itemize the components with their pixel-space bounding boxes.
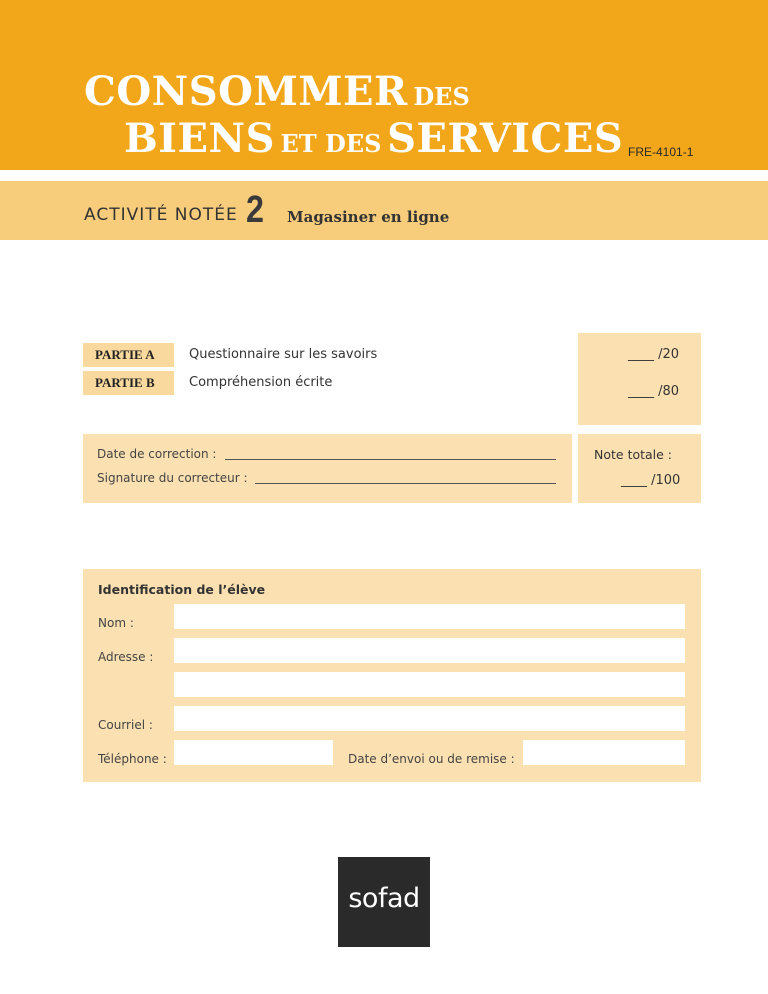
address-field-line1[interactable] [174, 638, 685, 663]
title-word-consommer: CONSOMMER [84, 68, 408, 115]
total-score-value: ____ /100 [621, 473, 681, 488]
name-field[interactable] [174, 604, 685, 629]
total-score-box [578, 434, 701, 503]
part-a-score: ____ /20 [628, 347, 680, 362]
student-identification-title: Identification de l’élève [98, 582, 266, 597]
document-title-line2 [124, 115, 624, 162]
submission-date-label: Date d’envoi ou de remise : [348, 752, 515, 766]
activity-title: Magasiner en ligne [287, 208, 450, 226]
submission-date-field[interactable] [523, 740, 685, 765]
part-b-description: Compréhension écrite [189, 375, 333, 390]
title-word-des: DES [413, 82, 470, 111]
total-score-label: Note totale : [594, 447, 673, 462]
correction-box [83, 434, 572, 503]
correction-date-line[interactable] [225, 459, 556, 460]
part-a-description: Questionnaire sur les savoirs [189, 347, 378, 362]
activity-number: 2 [246, 189, 264, 231]
part-b-tag: PARTIE B [83, 371, 174, 395]
email-label: Courriel : [98, 718, 153, 732]
phone-label: Téléphone : [98, 752, 167, 766]
address-field-line2[interactable] [174, 672, 685, 697]
address-label: Adresse : [98, 650, 154, 664]
title-word-services: SERVICES [387, 115, 624, 162]
title-word-et-des: ET DES [280, 129, 382, 158]
activity-label: ACTIVITÉ NOTÉE [84, 205, 238, 225]
course-code: FRE-4101-1 [628, 145, 694, 159]
correction-date-label: Date de correction : [97, 447, 217, 461]
corrector-signature-label: Signature du correcteur : [97, 471, 248, 485]
email-field[interactable] [174, 706, 685, 731]
corrector-signature-line[interactable] [255, 483, 556, 484]
document-title-line1 [84, 68, 470, 115]
phone-field[interactable] [174, 740, 333, 765]
part-a-tag: PARTIE A [83, 343, 174, 367]
name-label: Nom : [98, 616, 134, 630]
sofad-logo: sofad [338, 857, 430, 947]
title-word-biens: BIENS [124, 115, 275, 162]
part-b-score: ____ /80 [628, 384, 680, 399]
